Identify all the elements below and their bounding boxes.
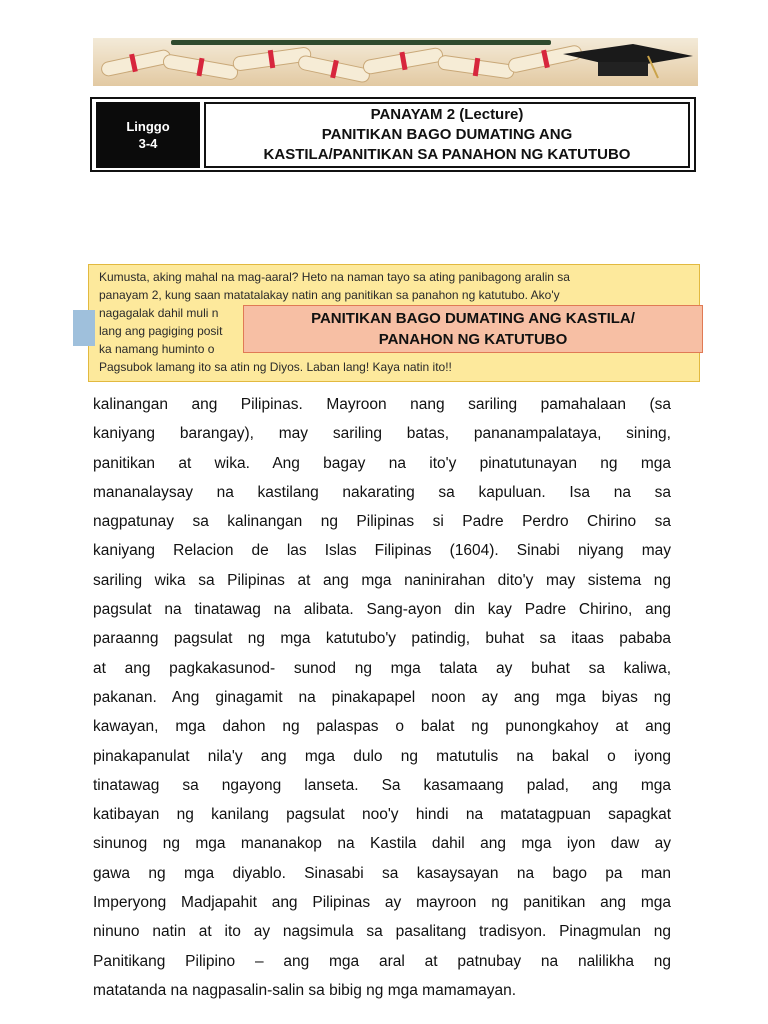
body-line: mananalaysay na kastilang nakarating sa kapuluan. Isa na sa: [93, 483, 671, 501]
lecture-label: PANAYAM 2 (Lecture): [370, 106, 524, 123]
body-paragraph: [93, 390, 671, 1005]
body-line: sinunog ng mga mananakop na Kastila dahil ang mga iyon daw ay: [93, 835, 671, 853]
body-line: pinakapanulat nila'y ang mga dulo ng matutulis na bakal o iyong: [93, 747, 671, 765]
week-range: 3-4: [138, 136, 158, 151]
graduation-cap-icon: [563, 44, 693, 78]
intro-line: Kumusta, aking mahal na mag-aaral? Heto na naman tayo sa ating panibagong aralin sa: [99, 270, 570, 284]
body-line: pakanan. Ang ginagamit na pinakapapel noon ay ang mga biyas ng: [93, 688, 671, 706]
body-line: kalinangan ang Pilipinas. Mayroon nang sariling pamahalaan (sa: [93, 396, 671, 413]
body-line: kawayan, mga dahon ng palaspas o balat ng punongkahoy at ang: [93, 718, 671, 736]
diploma-scrolls-graphic: [93, 38, 698, 86]
lesson-header: [90, 97, 696, 172]
body-line: Panitikang Pilipino – ang mga aral at patnubay na nalilikha ng: [93, 952, 671, 970]
week-label: Linggo: [126, 119, 170, 134]
body-line: kaniyang barangay), may sariling batas, pananampalataya, sining,: [93, 425, 671, 443]
section-title-line-2: PANAHON NG KATUTUBO: [378, 331, 568, 348]
intro-line: panayam 2, kung saan matatalakay natin ang panitikan sa panahon ng katutubo. Ako'y: [99, 288, 560, 302]
body-line: ninuno natin at ito ay nagsimula sa pasalitang tradisyon. Pinagmulan ng: [93, 923, 671, 941]
body-line: Imperyong Madjapahit ang Pilipinas ay mayroon ng panitikan ang mga: [93, 894, 671, 912]
intro-line: lang ang pagiging posit: [99, 324, 223, 338]
body-line: tinatawag sa ngayong lanseta. Sa kasamaang palad, ang mga: [93, 776, 671, 794]
lecture-title-line-1: PANITIKAN BAGO DUMATING ANG: [321, 126, 573, 143]
body-line: kaniyang Relacion de las Islas Filipinas (1604). Sinabi niyang may: [93, 542, 671, 560]
section-heading-box: [243, 305, 703, 353]
week-badge: [96, 102, 200, 168]
diploma-banner-image: [93, 38, 698, 86]
body-line: nagpatunay sa kalinangan ng Pilipinas si Padre Perdro Chirino sa: [93, 513, 671, 531]
body-line: at ang pagkakasunod- sunod ng mga talata ay buhat sa kaliwa,: [93, 659, 671, 677]
body-line: katibayan ng kanilang pagsulat noo'y hindi na matatagpuan sapagkat: [93, 806, 671, 824]
body-line: gawa ng mga diyablo. Sinasabi sa kasaysayan na bago pa man: [93, 864, 671, 882]
intro-line: nagagalak dahil muli n: [99, 306, 219, 320]
intro-line: ka namang huminto o: [99, 342, 215, 356]
section-title-line-1: PANITIKAN BAGO DUMATING ANG KASTILA/: [311, 310, 635, 327]
body-line: sariling wika sa Pilipinas at ang mga naninirahan dito'y may sistema ng: [93, 571, 671, 589]
body-line: panitikan at wika. Ang bagay na ito'y pinatutunayan ng mga: [93, 454, 671, 472]
blue-side-tab: [73, 310, 95, 346]
intro-line: Pagsubok lamang ito sa atin ng Diyos. Laban lang! Kaya natin ito!!: [99, 360, 452, 374]
lecture-title-box: [204, 102, 690, 168]
body-line: paraanng pagsulat ng mga katutubo'y patindig, buhat sa itaas pababa: [93, 630, 671, 648]
body-line: matatanda na nagpasalin-salin sa bibig ng mga mamamayan.: [93, 981, 517, 999]
lecture-title-line-2: KASTILA/PANITIKAN SA PANAHON NG KATUTUBO: [263, 146, 631, 163]
body-line: pagsulat na tinatawag na alibata. Sang-ayon din kay Padre Chirino, ang: [93, 601, 671, 619]
